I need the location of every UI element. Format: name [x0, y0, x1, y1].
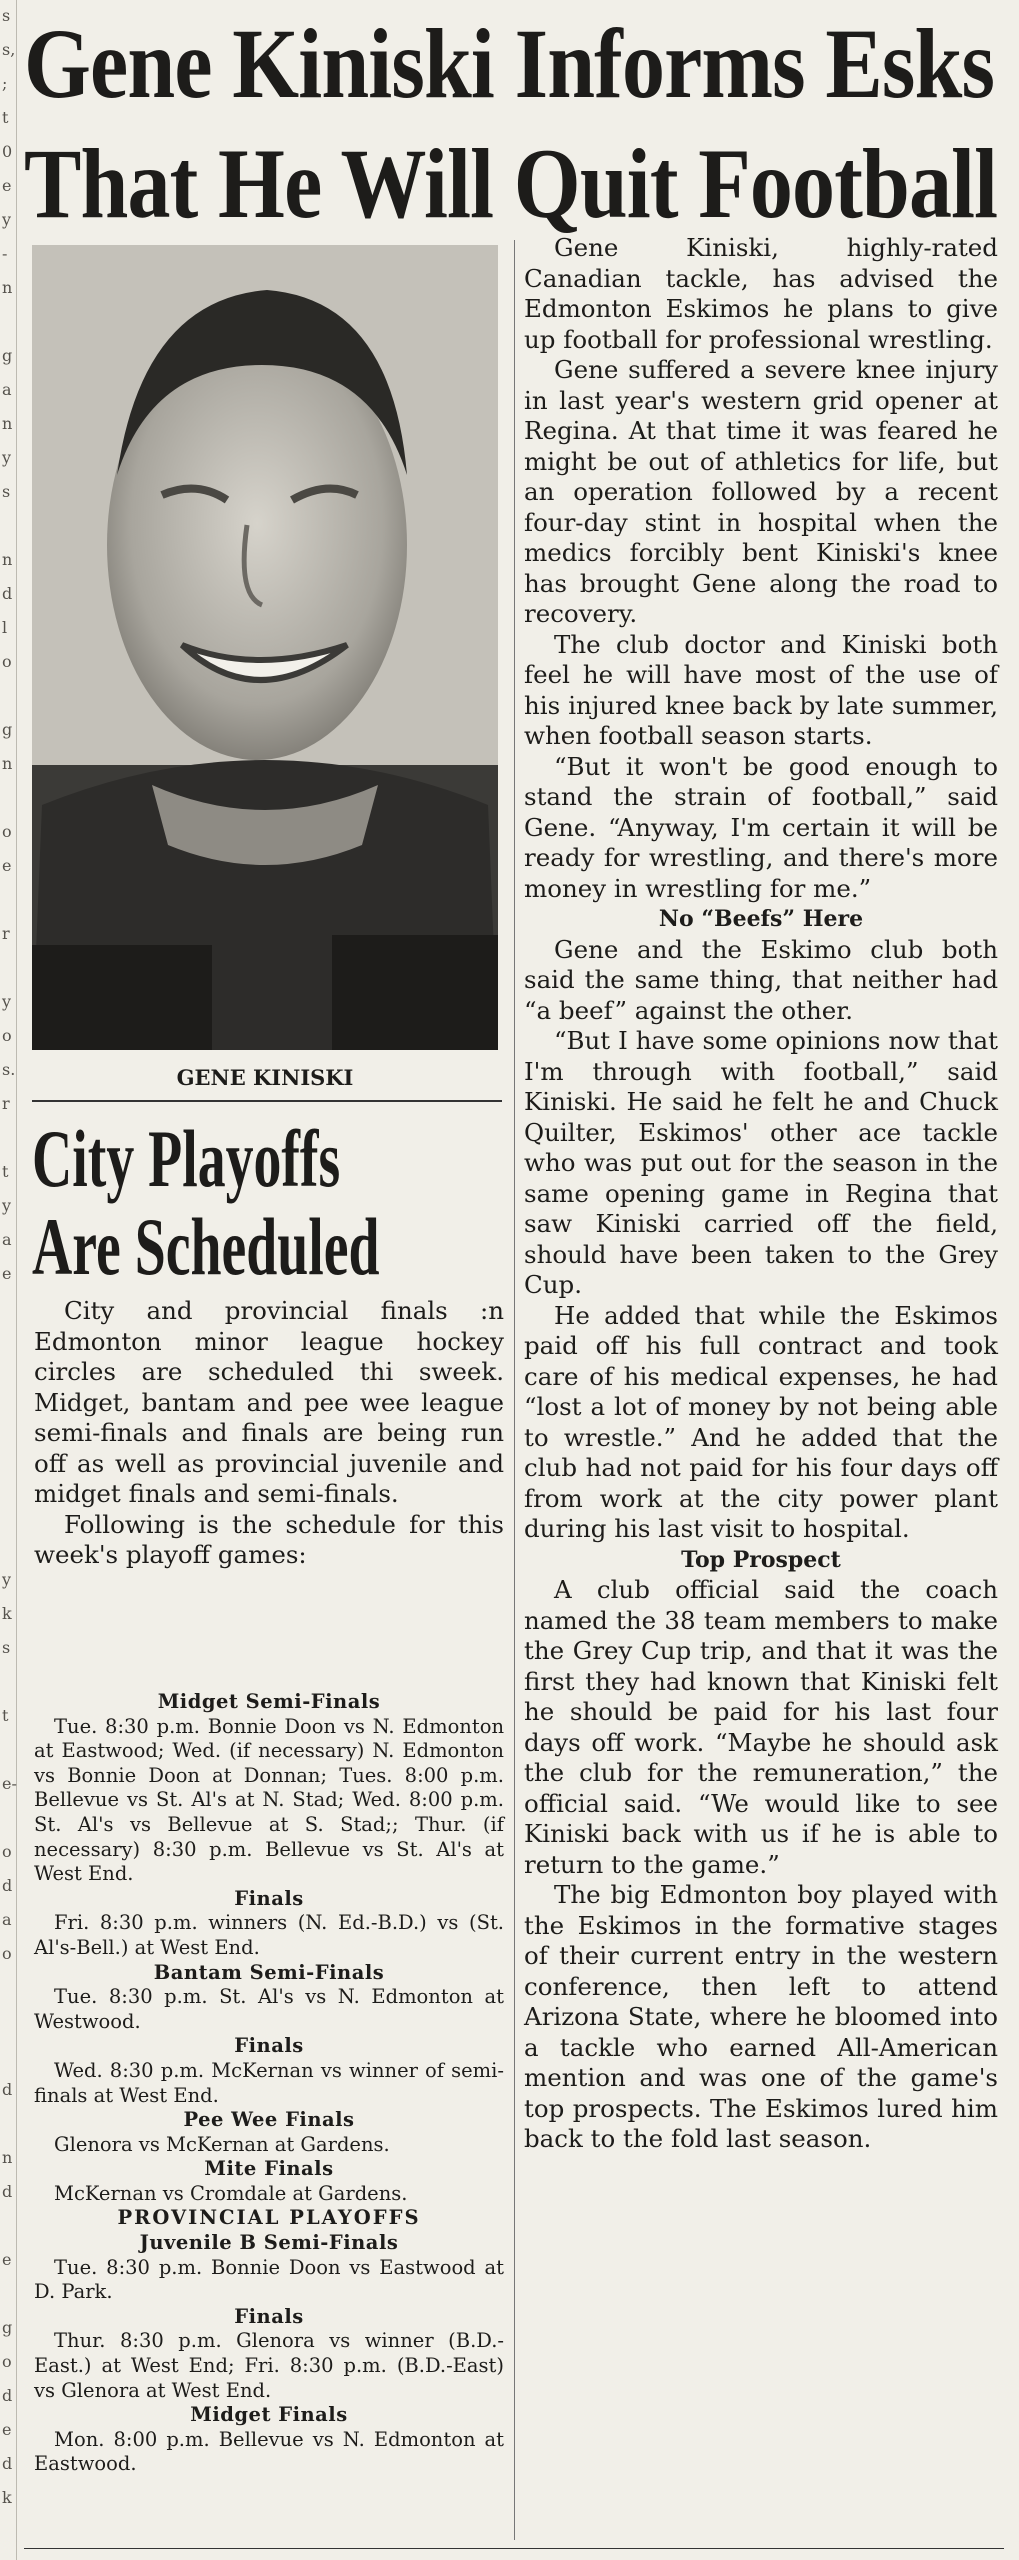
schedule-heading: Juvenile B Semi-Finals — [139, 2231, 399, 2255]
schedule-entry: Fri. 8:30 p.m. winners (N. Ed.-B.D.) vs (St. Al's-Bell.) at West End. — [34, 1911, 504, 1959]
story-paragraph: “But I have some opinions now that I'm through with football,” said Kiniski. He said he felt he and Chuck Quilter, Eskimos' other ace tackle who was put out for the season in the same opening game in Regina that saw Kiniski carried off the field, should have been taken to the Grey Cup. — [524, 1026, 998, 1299]
margin-letter: s — [2, 6, 11, 25]
margin-letter: y — [2, 992, 12, 1011]
story-paragraph: Gene suffered a severe knee injury in last year's western grid opener at Regina. At that time it was feared he might be out of athletics for life, but an operation followed by a recent four-day stint in hospital when the medics forcibly bent Kiniski's knee has brought Gene along the road to recovery. — [524, 355, 998, 628]
schedule-heading: Finals — [234, 2304, 304, 2328]
schedule-entry: Tue. 8:30 p.m. Bonnie Doon vs N. Edmonton at Eastwood; Wed. (if necessary) N. Edmonton vs Bonnie Doon at Donnan; Tues. 8:00 p.m. Bellevue vs St. Al's at N. Stad; Wed. 8:00 p.m. St. Al's vs Bellevue at S. Stad;; Thur. (if necessary) 8:30 p.m. Bellevue vs St. Al's at West End. — [34, 1714, 504, 1886]
margin-letter: y — [2, 1196, 12, 1215]
schedule-entry: McKernan vs Cromdale at Gardens. — [54, 2181, 408, 2205]
margin-letter: y — [2, 1570, 12, 1589]
margin-letter: s. — [2, 1060, 16, 1079]
player-portrait-image — [32, 245, 498, 1050]
margin-letter: n — [2, 414, 13, 433]
margin-letter: t — [2, 108, 9, 127]
main-headline — [24, 4, 998, 244]
margin-letter: d — [2, 2454, 13, 2473]
margin-letter: y — [2, 210, 12, 229]
caption-rule — [32, 1100, 502, 1102]
margin-letter: n — [2, 550, 13, 569]
margin-letter: o — [2, 1944, 12, 1963]
story-paragraph: Gene and the Eskimo club both said the same thing, that neither had “a beef” against the other. — [524, 934, 998, 1025]
margin-letter: n — [2, 2148, 13, 2167]
bottom-rule — [24, 2548, 1004, 2549]
margin-letter: a — [2, 380, 12, 399]
margin-letter: s, — [2, 40, 16, 59]
headline-line-1: Gene Kiniski Informs Esks — [24, 8, 995, 119]
story-paragraph: The club doctor and Kiniski both feel he will have most of the use of his injured knee back by late summer, when football season starts. — [524, 629, 998, 750]
schedule-heading: PROVINCIAL PLAYOFFS — [117, 2206, 421, 2230]
margin-letter: r — [2, 924, 10, 943]
margin-letter: o — [2, 1026, 12, 1045]
photo-caption: GENE KINISKI — [176, 1065, 354, 1090]
margin-letter: o — [2, 1842, 12, 1861]
margin-letter: k — [2, 2488, 12, 2507]
schedule-heading: Midget Finals — [190, 2403, 348, 2427]
story-paragraph: He added that while the Eskimos paid off his full contract and took care of his medical expenses, he had “lost a lot of money by not being able to wrestle.” And he added that the club had not paid for his four days off from work at the city power plant during his last visit to hospital. — [524, 1300, 998, 1543]
story-paragraph: Gene Kiniski, highly-rated Canadian tackle, has advised the Edmonton Eskimos he plans to give up football for professional wrestling. — [524, 233, 998, 354]
story-paragraph: The big Edmonton boy played with the Eskimos in the formative stages of their current entry in the western conference, then left to attend Arizona State, where he bloomed into a tackle who earned All-American mention and was one of the game's top prospects. The Eskimos lured him back to the fold last season. — [524, 1880, 998, 2153]
story-paragraph: A club official said the coach named the 38 team members to make the Grey Cup trip, and that it was the first they had known that Kiniski felt he should be paid for his last four days off work. “Maybe he should ask the club for the remuneration,” the official said. “We would like to see Kiniski back with us if he is able to return to the game.” — [524, 1575, 998, 1879]
margin-letter: d — [2, 2386, 13, 2405]
margin-letter: o — [2, 652, 12, 671]
schedule-heading: Bantam Semi-Finals — [153, 1960, 385, 1984]
sidebar-headline-line-2: Are Scheduled — [32, 1201, 380, 1292]
schedule-heading: Mite Finals — [204, 2157, 334, 2181]
margin-letter: e- — [2, 1774, 17, 1793]
sidebar-body — [34, 1296, 504, 1571]
margin-letter: o — [2, 822, 12, 841]
margin-letter: n — [2, 754, 13, 773]
margin-letter: g — [2, 720, 13, 739]
margin-letter: t — [2, 1162, 9, 1181]
schedule-entry: Tue. 8:30 p.m. Bonnie Doon vs Eastwood at D. Park. — [34, 2255, 504, 2304]
margin-letter: d — [2, 2182, 13, 2201]
headline-line-2: That He Will Quit Football — [24, 128, 998, 239]
margin-letter: d — [2, 584, 13, 603]
margin-letter: ; — [2, 74, 8, 93]
margin-letter: a — [2, 1230, 12, 1249]
margin-letter: g — [2, 2318, 13, 2337]
margin-letter: d — [2, 1876, 13, 1895]
schedule-entry: Glenora vs McKernan at Gardens. — [54, 2132, 390, 2156]
schedule-heading: Pee Wee Finals — [183, 2108, 355, 2132]
playoff-schedule — [34, 1690, 504, 2477]
player-photo — [32, 245, 498, 1050]
margin-letter: - — [2, 244, 8, 263]
margin-letter: e — [2, 176, 12, 195]
margin-letter: g — [2, 346, 13, 365]
schedule-entry: Wed. 8:30 p.m. McKernan vs winner of semi-finals at West End. — [34, 2058, 504, 2107]
margin-letter: n — [2, 278, 13, 297]
story-subheading: Top Prospect — [681, 1546, 841, 1573]
sidebar-headline — [32, 1115, 440, 1291]
margin-letter: s — [2, 1638, 11, 1657]
margin-letter: t — [2, 1706, 9, 1725]
margin-letter: e — [2, 856, 12, 875]
margin-letter: r — [2, 1094, 10, 1113]
margin-letter: k — [2, 1604, 12, 1623]
schedule-entry: Thur. 8:30 p.m. Glenora vs winner (B.D.-East.) at West End; Fri. 8:30 p.m. (B.D.-East) vs Glenora at West End. — [34, 2329, 504, 2402]
story-paragraph: “But it won't be good enough to stand the strain of football,” said Gene. “Anyway, I'm certain it will be ready for wrestling, and there's more money in wrestling for me.” — [524, 751, 998, 903]
margin-letter: o — [2, 2352, 12, 2371]
schedule-heading: Midget Semi-Finals — [157, 1690, 381, 1713]
margin-letter: a — [2, 1910, 12, 1929]
margin-letter: s — [2, 482, 11, 501]
margin-letter: e — [2, 1264, 12, 1283]
margin-letter: l — [2, 618, 8, 637]
column-divider — [514, 240, 515, 2540]
margin-letter: d — [2, 2080, 13, 2099]
margin-letter: e — [2, 2250, 12, 2269]
schedule-entry: Mon. 8:00 p.m. Bellevue vs N. Edmonton at Eastwood. — [34, 2427, 504, 2476]
sidebar-paragraph: Following is the schedule for this week's playoff games: — [34, 1509, 504, 1569]
margin-letter: 0 — [2, 142, 13, 161]
sidebar-headline-line-1: City Playoffs — [32, 1113, 341, 1204]
schedule-entry: Tue. 8:30 p.m. St. Al's vs N. Edmonton at Westwood. — [34, 1985, 504, 2033]
sidebar-paragraph: City and provincial finals :n Edmonton minor league hockey circles are scheduled thi sweek. Midget, bantam and pee wee league semi-finals and finals are being run off as well as provincial juvenile and midget finals and semi-finals. — [34, 1296, 504, 1508]
schedule-heading: Finals — [234, 2034, 304, 2058]
margin-letter: y — [2, 448, 12, 467]
schedule-heading: Finals — [234, 1886, 304, 1910]
story-body — [524, 233, 998, 2155]
margin-letter: e — [2, 2420, 12, 2439]
story-subheading: No “Beefs” Here — [658, 906, 864, 932]
adjacent-column-fragment — [0, 0, 17, 2560]
